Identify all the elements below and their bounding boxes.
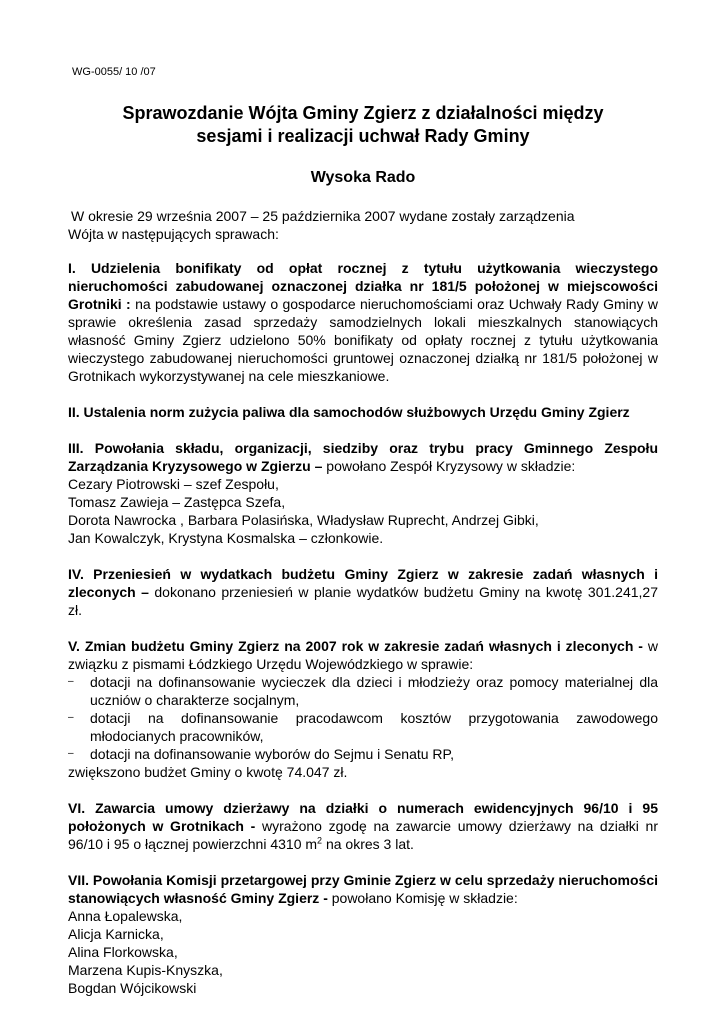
section-6-text: wyrażono zgodę na zawarcie umowy dzierżawy na działki nr 96/10 i 95 o łącznej powierzchni 4310 m: [68, 818, 658, 852]
intro-paragraph: [68, 207, 658, 243]
intro-line-1: W okresie 29 września 2007 – 25 października 2007 wydane zostały zarządzenia: [71, 208, 575, 224]
section-7-member: Alina Florkowska,: [68, 944, 178, 960]
section-1-text: na podstawie ustawy o gospodarce nieruchomościami oraz Uchwały Rady Gminy w sprawie określenia zasad sprzedaży samodzielnych lokali mieszkalnych stanowiących własność Gminy Zgierz udzielono 50% bonifikaty od opłaty rocznej z tytułu użytkowania wieczystego zabudowanej nieruchomości gruntowej oznaczonej działką nr 181/5 położonej w Grotnikach wykorzystywanej na cele mieszkaniowe.: [68, 296, 658, 384]
section-6-heading: VI. Zawarcia umowy dzierżawy na działki o numerach ewidencyjnych 96/10 i 95 położonych w Grotnikach -: [68, 800, 658, 834]
section-5-text: w związku z pismami Łódzkiego Urzędu Wojewódzkiego w sprawie:: [68, 638, 659, 672]
section-5-list: [68, 673, 658, 763]
section-1-heading: I. Udzielenia bonifikaty od opłat rocznej z tytułu użytkowania wieczystego nieruchomości zabudowanej oznaczonej działka nr 181/5 położonej w miejscowości Grotniki :: [68, 260, 658, 312]
section-3-heading: III. Powołania składu, organizacji, siedziby oraz trybu pracy Gminnego Zespołu Zarządzania Kryzysowego w Zgierzu –: [68, 440, 658, 474]
section-1: [68, 259, 658, 385]
document-title: [68, 102, 658, 148]
list-item-text: dotacji na dofinansowanie wycieczek dla dzieci i młodzieży oraz pomocy materialnej dla uczniów o charakterze socjalnym,: [90, 674, 658, 708]
intro-line-2: Wójta w następujących sprawach:: [68, 226, 279, 242]
dash-bullet: –: [68, 676, 74, 687]
section-2-heading: II. Ustalenia norm zużycia paliwa dla samochodów służbowych Urzędu Gminy Zgierz: [68, 404, 630, 420]
section-7-member: Marzena Kupis-Knyszka,: [68, 962, 223, 978]
section-3-text: powołano Zespół Kryzysowy w składzie:: [322, 458, 576, 474]
title-line-1: Sprawozdanie Wójta Gminy Zgierz z działalności między: [122, 103, 604, 123]
title-line-2: sesjami i realizacji uchwał Rady Gminy: [196, 126, 530, 146]
section-2: [68, 403, 658, 421]
section-7-heading: VII. Powołania Komisji przetargowej przy Gminie Zgierz w celu sprzedaży nieruchomości stanowiących własność Gminy Zgierz -: [68, 872, 658, 906]
section-6: [68, 799, 658, 853]
section-3-member: Jan Kowalczyk, Krystyna Kosmalska – członkowie.: [68, 530, 384, 546]
area-superscript: 2: [317, 835, 323, 846]
list-item: [68, 745, 658, 763]
section-3-paragraph: [68, 439, 658, 475]
section-5: [68, 637, 658, 781]
section-5-closing: zwiększono budżet Gminy o kwotę 74.047 zł.: [68, 764, 348, 780]
section-7-member: Anna Łopalewska,: [68, 908, 183, 924]
section-3: [68, 439, 658, 547]
section-7-paragraph: [68, 871, 658, 907]
section-7-member: Alicja Karnicka,: [68, 926, 164, 942]
section-6-text-end: na okres 3 lat.: [322, 836, 414, 852]
section-7-text: powołano Komisję w składzie:: [327, 890, 518, 906]
dash-bullet: –: [68, 712, 74, 723]
salutation: Wysoka Rado: [310, 169, 416, 186]
section-4-heading: IV. Przeniesień w wydatkach budżetu Gminy Zgierz w zakresie zadań własnych i zleconych –: [68, 566, 658, 600]
section-7: [68, 871, 658, 997]
document-reference-number: WG-0055/ 10 /07: [72, 66, 156, 78]
section-5-heading: V. Zmian budżetu Gminy Zgierz na 2007 rok w zakresie zadań własnych i zleconych -: [68, 638, 643, 654]
document-page: [68, 66, 658, 997]
section-3-member: Tomasz Zawieja – Zastępca Szefa,: [68, 494, 286, 510]
dash-bullet: –: [68, 748, 74, 759]
section-4: [68, 565, 658, 619]
section-3-member: Cezary Piotrowski – szef Zespołu,: [68, 476, 279, 492]
section-3-member: Dorota Nawrocka , Barbara Polasińska, Władysław Ruprecht, Andrzej Gibki,: [68, 512, 539, 528]
list-item: [68, 709, 658, 745]
list-item-text: dotacji na dofinansowanie pracodawcom kosztów przygotowania zawodowego młodocianych pracowników,: [90, 710, 658, 744]
section-5-paragraph: [68, 637, 658, 673]
section-4-text: dokonano przeniesień w planie wydatków budżetu Gminy na kwotę 301.241,27 zł.: [68, 584, 658, 618]
list-item: [68, 673, 658, 709]
list-item-text: dotacji na dofinansowanie wyborów do Sejmu i Senatu RP,: [90, 746, 454, 762]
section-7-member: Bogdan Wójcikowski: [68, 980, 197, 996]
